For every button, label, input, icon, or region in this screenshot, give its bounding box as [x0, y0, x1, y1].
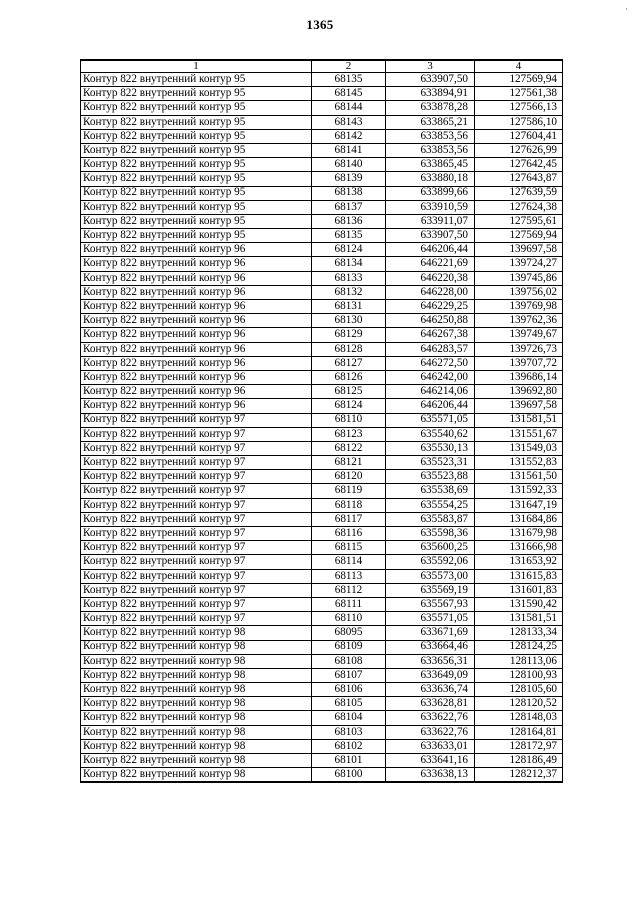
- x-coordinate-cell: 635567,93: [386, 597, 475, 611]
- y-coordinate-cell: 128105,60: [475, 683, 563, 697]
- table-row: [81, 683, 563, 697]
- x-coordinate-cell: 646214,06: [386, 385, 475, 399]
- contour-name-cell: Контур 822 внутренний контур 97: [81, 512, 312, 526]
- contour-name-cell: Контур 822 внутренний контур 95: [81, 87, 312, 101]
- x-coordinate-cell: 635571,05: [386, 612, 475, 626]
- table-row: [81, 612, 563, 626]
- table-row: [81, 569, 563, 583]
- point-number-cell: 68115: [312, 541, 386, 555]
- contour-name-cell: Контур 822 внутренний контур 95: [81, 101, 312, 115]
- x-coordinate-cell: 633622,76: [386, 725, 475, 739]
- table-body: [81, 73, 563, 782]
- point-number-cell: 68134: [312, 257, 386, 271]
- x-coordinate-cell: 633656,31: [386, 654, 475, 668]
- y-coordinate-cell: 131647,19: [475, 498, 563, 512]
- y-coordinate-cell: 128100,93: [475, 668, 563, 682]
- page-number: 1365: [306, 17, 334, 32]
- contour-name-cell: Контур 822 внутренний контур 97: [81, 484, 312, 498]
- table-row: [81, 527, 563, 541]
- contour-name-cell: Контур 822 внутренний контур 95: [81, 73, 312, 87]
- x-coordinate-cell: 633910,59: [386, 200, 475, 214]
- point-number-cell: 68108: [312, 654, 386, 668]
- y-coordinate-cell: 128120,52: [475, 697, 563, 711]
- point-number-cell: 68135: [312, 73, 386, 87]
- y-coordinate-cell: 131549,03: [475, 441, 563, 455]
- x-coordinate-cell: 633865,21: [386, 115, 475, 129]
- table-row: [81, 300, 563, 314]
- table-row: [81, 314, 563, 328]
- point-number-cell: 68132: [312, 285, 386, 299]
- y-coordinate-cell: 128148,03: [475, 711, 563, 725]
- x-coordinate-cell: 635569,19: [386, 583, 475, 597]
- table-row: [81, 186, 563, 200]
- point-number-cell: 68103: [312, 725, 386, 739]
- y-coordinate-cell: 139769,98: [475, 300, 563, 314]
- table-row: [81, 668, 563, 682]
- header-col-4: 4: [475, 60, 563, 73]
- point-number-cell: 68130: [312, 314, 386, 328]
- y-coordinate-cell: 139724,27: [475, 257, 563, 271]
- table-row: [81, 129, 563, 143]
- contour-name-cell: Контур 822 внутренний контур 98: [81, 739, 312, 753]
- y-coordinate-cell: 131581,51: [475, 413, 563, 427]
- table-row: [81, 541, 563, 555]
- table-row: [81, 725, 563, 739]
- y-coordinate-cell: 131615,83: [475, 569, 563, 583]
- y-coordinate-cell: 127595,61: [475, 214, 563, 228]
- contour-name-cell: Контур 822 внутренний контур 95: [81, 172, 312, 186]
- x-coordinate-cell: 646267,38: [386, 328, 475, 342]
- contour-name-cell: Контур 822 внутренний контур 98: [81, 683, 312, 697]
- point-number-cell: 68110: [312, 413, 386, 427]
- point-number-cell: 68142: [312, 129, 386, 143]
- point-number-cell: 68124: [312, 399, 386, 413]
- point-number-cell: 68141: [312, 143, 386, 157]
- contour-name-cell: Контур 822 внутренний контур 95: [81, 143, 312, 157]
- table-row: [81, 243, 563, 257]
- point-number-cell: 68112: [312, 583, 386, 597]
- x-coordinate-cell: 633636,74: [386, 683, 475, 697]
- contour-name-cell: Контур 822 внутренний контур 97: [81, 527, 312, 541]
- y-coordinate-cell: 131590,42: [475, 597, 563, 611]
- y-coordinate-cell: 139707,72: [475, 356, 563, 370]
- y-coordinate-cell: 131581,51: [475, 612, 563, 626]
- point-number-cell: 68122: [312, 441, 386, 455]
- point-number-cell: 68107: [312, 668, 386, 682]
- table-row: [81, 370, 563, 384]
- point-number-cell: 68144: [312, 101, 386, 115]
- table-row: [81, 697, 563, 711]
- table-row: [81, 427, 563, 441]
- table-row: [81, 555, 563, 569]
- x-coordinate-cell: 635540,62: [386, 427, 475, 441]
- x-coordinate-cell: 633638,13: [386, 768, 475, 782]
- x-coordinate-cell: 635592,06: [386, 555, 475, 569]
- contour-name-cell: Контур 822 внутренний контур 95: [81, 200, 312, 214]
- point-number-cell: 68116: [312, 527, 386, 541]
- y-coordinate-cell: 127561,38: [475, 87, 563, 101]
- table-row: [81, 257, 563, 271]
- contour-name-cell: Контур 822 внутренний контур 98: [81, 725, 312, 739]
- table-row: [81, 342, 563, 356]
- y-coordinate-cell: 131601,83: [475, 583, 563, 597]
- x-coordinate-cell: 633894,91: [386, 87, 475, 101]
- y-coordinate-cell: 127626,99: [475, 143, 563, 157]
- table-row: [81, 385, 563, 399]
- y-coordinate-cell: 127566,13: [475, 101, 563, 115]
- y-coordinate-cell: 131592,33: [475, 484, 563, 498]
- y-coordinate-cell: 139697,58: [475, 243, 563, 257]
- contour-name-cell: Контур 822 внутренний контур 96: [81, 342, 312, 356]
- contour-name-cell: Контур 822 внутренний контур 96: [81, 328, 312, 342]
- header-col-1: 1: [81, 60, 312, 73]
- contour-name-cell: Контур 822 внутренний контур 96: [81, 257, 312, 271]
- contour-name-cell: Контур 822 внутренний контур 95: [81, 214, 312, 228]
- table-row: [81, 626, 563, 640]
- x-coordinate-cell: 633649,09: [386, 668, 475, 682]
- x-coordinate-cell: 635538,69: [386, 484, 475, 498]
- table-row: [81, 73, 563, 87]
- point-number-cell: 68106: [312, 683, 386, 697]
- table-row: [81, 456, 563, 470]
- x-coordinate-cell: 646206,44: [386, 243, 475, 257]
- y-coordinate-cell: 127569,94: [475, 73, 563, 87]
- contour-name-cell: Контур 822 внутренний контур 96: [81, 370, 312, 384]
- contour-name-cell: Контур 822 внутренний контур 96: [81, 356, 312, 370]
- table-row: [81, 115, 563, 129]
- contour-name-cell: Контур 822 внутренний контур 97: [81, 583, 312, 597]
- point-number-cell: 68120: [312, 470, 386, 484]
- point-number-cell: 68133: [312, 271, 386, 285]
- y-coordinate-cell: 139726,73: [475, 342, 563, 356]
- y-coordinate-cell: 128133,34: [475, 626, 563, 640]
- table-row: [81, 597, 563, 611]
- contour-name-cell: Контур 822 внутренний контур 97: [81, 555, 312, 569]
- x-coordinate-cell: 635530,13: [386, 441, 475, 455]
- point-number-cell: 68124: [312, 243, 386, 257]
- y-coordinate-cell: 128124,25: [475, 640, 563, 654]
- x-coordinate-cell: 633622,76: [386, 711, 475, 725]
- table-row: [81, 484, 563, 498]
- y-coordinate-cell: 128212,37: [475, 768, 563, 782]
- x-coordinate-cell: 646242,00: [386, 370, 475, 384]
- x-coordinate-cell: 633853,56: [386, 129, 475, 143]
- contour-name-cell: Контур 822 внутренний контур 97: [81, 498, 312, 512]
- contour-name-cell: Контур 822 внутренний контур 95: [81, 229, 312, 243]
- x-coordinate-cell: 633853,56: [386, 143, 475, 157]
- table-row: [81, 470, 563, 484]
- table-row: [81, 229, 563, 243]
- point-number-cell: 68100: [312, 768, 386, 782]
- table-row: [81, 87, 563, 101]
- contour-name-cell: Контур 822 внутренний контур 98: [81, 768, 312, 782]
- y-coordinate-cell: 131684,86: [475, 512, 563, 526]
- contour-name-cell: Контур 822 внутренний контур 98: [81, 697, 312, 711]
- table-row: [81, 754, 563, 768]
- point-number-cell: 68111: [312, 597, 386, 611]
- x-coordinate-cell: 646250,88: [386, 314, 475, 328]
- table-row: [81, 101, 563, 115]
- y-coordinate-cell: 128172,97: [475, 739, 563, 753]
- point-number-cell: 68126: [312, 370, 386, 384]
- x-coordinate-cell: 633641,16: [386, 754, 475, 768]
- point-number-cell: 68123: [312, 427, 386, 441]
- point-number-cell: 68104: [312, 711, 386, 725]
- table-row: [81, 271, 563, 285]
- point-number-cell: 68114: [312, 555, 386, 569]
- x-coordinate-cell: 633907,50: [386, 73, 475, 87]
- table-header: [81, 60, 563, 73]
- corner-mark: ·: [625, 4, 628, 14]
- point-number-cell: 68109: [312, 640, 386, 654]
- contour-name-cell: Контур 822 внутренний контур 98: [81, 668, 312, 682]
- y-coordinate-cell: 127643,87: [475, 172, 563, 186]
- y-coordinate-cell: 131666,98: [475, 541, 563, 555]
- point-number-cell: 68119: [312, 484, 386, 498]
- table-row: [81, 285, 563, 299]
- point-number-cell: 68138: [312, 186, 386, 200]
- table-row: [81, 143, 563, 157]
- contour-name-cell: Контур 822 внутренний контур 97: [81, 569, 312, 583]
- contour-name-cell: Контур 822 внутренний контур 97: [81, 470, 312, 484]
- table-row: [81, 172, 563, 186]
- point-number-cell: 68129: [312, 328, 386, 342]
- contour-name-cell: Контур 822 внутренний контур 97: [81, 612, 312, 626]
- table-row: [81, 654, 563, 668]
- point-number-cell: 68095: [312, 626, 386, 640]
- x-coordinate-cell: 633664,46: [386, 640, 475, 654]
- point-number-cell: 68136: [312, 214, 386, 228]
- x-coordinate-cell: 633880,18: [386, 172, 475, 186]
- x-coordinate-cell: 633911,07: [386, 214, 475, 228]
- y-coordinate-cell: 139697,58: [475, 399, 563, 413]
- point-number-cell: 68135: [312, 229, 386, 243]
- y-coordinate-cell: 139745,86: [475, 271, 563, 285]
- x-coordinate-cell: 633899,66: [386, 186, 475, 200]
- point-number-cell: 68117: [312, 512, 386, 526]
- x-coordinate-cell: 633671,69: [386, 626, 475, 640]
- y-coordinate-cell: 127624,38: [475, 200, 563, 214]
- point-number-cell: 68102: [312, 739, 386, 753]
- header-col-3: 3: [386, 60, 475, 73]
- contour-name-cell: Контур 822 внутренний контур 96: [81, 300, 312, 314]
- y-coordinate-cell: 127586,10: [475, 115, 563, 129]
- x-coordinate-cell: 635523,31: [386, 456, 475, 470]
- x-coordinate-cell: 633878,28: [386, 101, 475, 115]
- x-coordinate-cell: 646283,57: [386, 342, 475, 356]
- contour-name-cell: Контур 822 внутренний контур 96: [81, 399, 312, 413]
- contour-name-cell: Контур 822 внутренний контур 97: [81, 441, 312, 455]
- x-coordinate-cell: 646229,25: [386, 300, 475, 314]
- y-coordinate-cell: 131551,67: [475, 427, 563, 441]
- x-coordinate-cell: 635554,25: [386, 498, 475, 512]
- y-coordinate-cell: 139762,36: [475, 314, 563, 328]
- x-coordinate-cell: 646220,38: [386, 271, 475, 285]
- y-coordinate-cell: 127569,94: [475, 229, 563, 243]
- header-col-2: 2: [312, 60, 386, 73]
- x-coordinate-cell: 635571,05: [386, 413, 475, 427]
- x-coordinate-cell: 635600,25: [386, 541, 475, 555]
- x-coordinate-cell: 646221,69: [386, 257, 475, 271]
- contour-name-cell: Контур 822 внутренний контур 98: [81, 754, 312, 768]
- contour-name-cell: Контур 822 внутренний контур 95: [81, 186, 312, 200]
- y-coordinate-cell: 127639,59: [475, 186, 563, 200]
- header-row: [81, 60, 563, 73]
- x-coordinate-cell: 646272,50: [386, 356, 475, 370]
- point-number-cell: 68137: [312, 200, 386, 214]
- table-row: [81, 640, 563, 654]
- table-row: [81, 328, 563, 342]
- x-coordinate-cell: 646228,00: [386, 285, 475, 299]
- contour-name-cell: Контур 822 внутренний контур 96: [81, 385, 312, 399]
- point-number-cell: 68128: [312, 342, 386, 356]
- contour-name-cell: Контур 822 внутренний контур 97: [81, 597, 312, 611]
- x-coordinate-cell: 633907,50: [386, 229, 475, 243]
- contour-name-cell: Контур 822 внутренний контур 98: [81, 640, 312, 654]
- point-number-cell: 68118: [312, 498, 386, 512]
- point-number-cell: 68101: [312, 754, 386, 768]
- y-coordinate-cell: 128164,81: [475, 725, 563, 739]
- y-coordinate-cell: 139749,67: [475, 328, 563, 342]
- y-coordinate-cell: 139756,02: [475, 285, 563, 299]
- point-number-cell: 68143: [312, 115, 386, 129]
- contour-name-cell: Контур 822 внутренний контур 96: [81, 271, 312, 285]
- y-coordinate-cell: 127642,45: [475, 158, 563, 172]
- point-number-cell: 68125: [312, 385, 386, 399]
- y-coordinate-cell: 131561,50: [475, 470, 563, 484]
- point-number-cell: 68131: [312, 300, 386, 314]
- table-row: [81, 158, 563, 172]
- table-row: [81, 214, 563, 228]
- contour-name-cell: Контур 822 внутренний контур 96: [81, 285, 312, 299]
- table-row: [81, 768, 563, 782]
- contour-name-cell: Контур 822 внутренний контур 95: [81, 129, 312, 143]
- table-row: [81, 512, 563, 526]
- contour-name-cell: Контур 822 внутренний контур 97: [81, 427, 312, 441]
- table-row: [81, 498, 563, 512]
- contour-name-cell: Контур 822 внутренний контур 98: [81, 711, 312, 725]
- table-row: [81, 356, 563, 370]
- x-coordinate-cell: 646206,44: [386, 399, 475, 413]
- contour-name-cell: Контур 822 внутренний контур 98: [81, 654, 312, 668]
- x-coordinate-cell: 633628,81: [386, 697, 475, 711]
- point-number-cell: 68113: [312, 569, 386, 583]
- contour-name-cell: Контур 822 внутренний контур 96: [81, 314, 312, 328]
- point-number-cell: 68145: [312, 87, 386, 101]
- contour-name-cell: Контур 822 внутренний контур 97: [81, 413, 312, 427]
- y-coordinate-cell: 131679,98: [475, 527, 563, 541]
- point-number-cell: 68105: [312, 697, 386, 711]
- y-coordinate-cell: 131653,92: [475, 555, 563, 569]
- point-number-cell: 68110: [312, 612, 386, 626]
- x-coordinate-cell: 635523,88: [386, 470, 475, 484]
- y-coordinate-cell: 128186,49: [475, 754, 563, 768]
- x-coordinate-cell: 635598,36: [386, 527, 475, 541]
- contour-name-cell: Контур 822 внутренний контур 98: [81, 626, 312, 640]
- contour-name-cell: Контур 822 внутренний контур 95: [81, 158, 312, 172]
- table-row: [81, 711, 563, 725]
- y-coordinate-cell: 128113,06: [475, 654, 563, 668]
- point-number-cell: 68127: [312, 356, 386, 370]
- table-row: [81, 441, 563, 455]
- table-row: [81, 583, 563, 597]
- contour-name-cell: Контур 822 внутренний контур 95: [81, 115, 312, 129]
- table-row: [81, 739, 563, 753]
- x-coordinate-cell: 633633,01: [386, 739, 475, 753]
- y-coordinate-cell: 139686,14: [475, 370, 563, 384]
- point-number-cell: 68140: [312, 158, 386, 172]
- contour-name-cell: Контур 822 внутренний контур 96: [81, 243, 312, 257]
- y-coordinate-cell: 139692,80: [475, 385, 563, 399]
- point-number-cell: 68139: [312, 172, 386, 186]
- y-coordinate-cell: 127604,41: [475, 129, 563, 143]
- table-row: [81, 200, 563, 214]
- table-row: [81, 413, 563, 427]
- contour-name-cell: Контур 822 внутренний контур 97: [81, 541, 312, 555]
- x-coordinate-cell: 633865,45: [386, 158, 475, 172]
- x-coordinate-cell: 635573,00: [386, 569, 475, 583]
- coordinates-table: [80, 59, 563, 783]
- y-coordinate-cell: 131552,83: [475, 456, 563, 470]
- x-coordinate-cell: 635583,87: [386, 512, 475, 526]
- table-row: [81, 399, 563, 413]
- point-number-cell: 68121: [312, 456, 386, 470]
- contour-name-cell: Контур 822 внутренний контур 97: [81, 456, 312, 470]
